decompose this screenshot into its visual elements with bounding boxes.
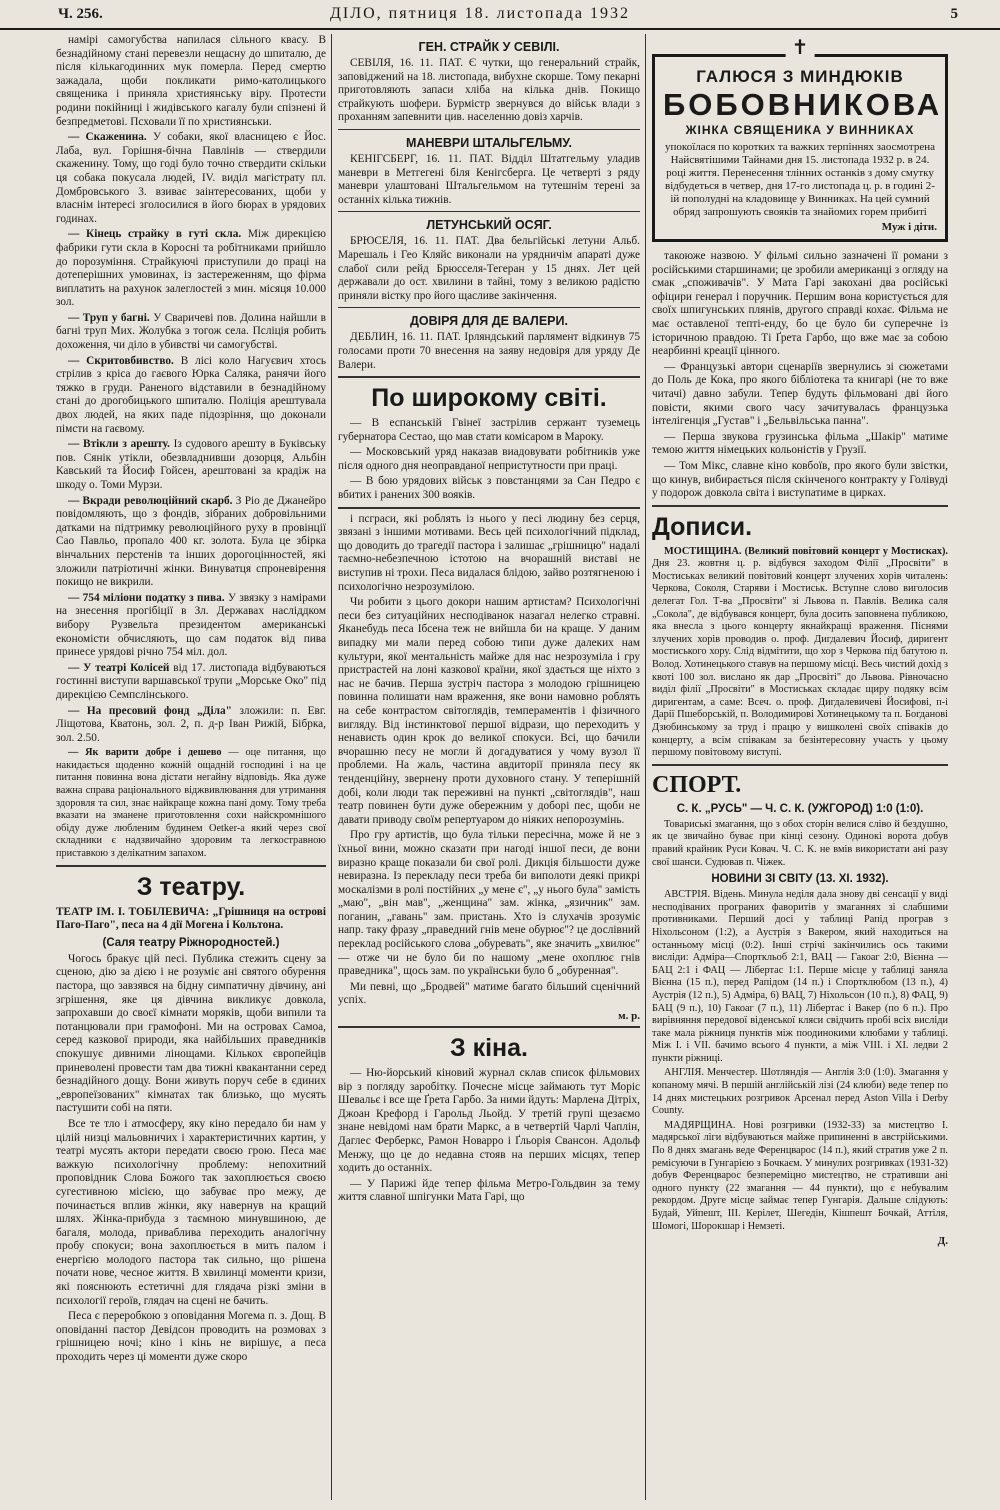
- world-item: — Московський уряд наказав виадовувати робітників уже після одного дня неоправданої непристутности при праці.: [338, 446, 640, 472]
- advert-head: — Як варити добре і дешево: [68, 747, 222, 759]
- review-continued: Чи робити з цього докори нашим артистам? Психологічні песи без ситуаційних несподіванок назагал нелегко стравні. Яканебудь песа Ібсена теж не вийшла би на кращe. У даним випадку ми мали перед собою типи дуже далеких нам культури, якої ментальність майже для нас незрозуміла і гру пристрастей на лоні казкової країни, якої здається ще ніхто з нас не бачив. Перша зустріч пастора з молодою грішницею повинна полишати нам враження, яке вони намовно роблять на себе контрастом світоглядів, темпераментів і фізичного вигляду. Від інстинктової першої відрази, що переходить у ненависть один крок до великої спокуси. Всі, що бачили вчорашню песу не могли й догадуватися у чому вузол її проблеми. На жаль, частина авдиторії приняла песу як тенденційну, звернену проти духовного стану. У теперішній добі, коли люди так переживні на пунктi „світоглядів", наш театр повинен бути дуже обережним у доборі пес, щоби не давати приводу своїм репертуаром до ніяких непорозумінь.: [338, 596, 640, 826]
- news-item-head: — Втікли з арешту.: [68, 438, 170, 451]
- cinema-item: такоюже назвою. У фільмі сильно зазначені її романи з російськими старшинами; це зробили американці з огляду на смак „споживачів". У Мата Гарі закохані два російські офіцири генерал і поручник. Першим вона користується для своїх шпигунських плянів, другого справді кохає. Фільма не має оставленої тепті-енду, бо це було би суперечне із історичною правдою. Ті Ґрета Гарбо, що вже має за собою неарбинні креації цінного.: [652, 250, 948, 358]
- news-item-head: — Скритовбивство.: [68, 354, 174, 367]
- sport-text: АНГЛІЯ. Менчестер. Шотляндія — Англія 3:0 (1:0). Змагання у копаному мячі. В першій англійській лізі (24 клюби) веде тепер по 14 днях мистецьких розгривок Арсенал перед Aston Villa і Derby County.: [652, 1067, 948, 1117]
- review-venue: (Саля театру Ріжнородностей.): [102, 936, 280, 949]
- news-item: [56, 705, 326, 746]
- review-signature: м. р.: [618, 1010, 640, 1023]
- correspondence-place: МОСТИЩИНА.: [664, 545, 742, 557]
- issue-number: Ч. 256.: [58, 6, 103, 22]
- correspondence-subtitle: (Великий повітовий концерт у Мостисках).: [744, 545, 948, 557]
- sport-text: МАДЯРЩИНА. Нові розгривки (1932-33) за мистецтво I. мадярської ліги відбуваються майже припиненні в австрійськими. По 8 днях змагань веде Ференцварос (14 п.), який стратив уже 2 п. ремісуючи в Гунгарією з Бочкаєм. У минулих розгривках (1931-32) добув Ференцварос безпереміцно мистецтво, не стративши ані одного пункту (22 змагання — 44 пункти), що є небувалим рекордом. Друге місце займає тепер Гунгарія. Дальше слідують: Будай, Уйпешт, ІІІ. Керілет, Шегедін, Кішпешт Бочкай, Аттіля, Шомогі, Шорокшар і Немзеті.: [652, 1119, 948, 1232]
- column-right-body: [652, 250, 948, 1480]
- telegram-headline: ЛЕТУНСЬКИЙ ОСЯГ.: [426, 218, 552, 233]
- news-item-text: У звязку з намірами на знесення прогібіції в Зл. Державах насліддком вибору Рузвельта президентом американські економісти обчисляють, що сам податок від пива принесе урядові річно 754 міл. дол.: [56, 591, 326, 659]
- world-item: — В еспанській Гвінеї застрілив сержант туземець губернатора Сестао, що мав стати комісаром в Мароку.: [338, 417, 640, 443]
- review-continued: Про гру артистів, що була тільки пересічна, може й не з їхньої вини, можно сказати при нагоді іншої песи, де вони виразно краще показали би свої ролі. Дикція більшости дуже невиразна. Із перекладу песи треба би виполоти деякі прикрі москалізми в ролі постійних „у мене є", „у нього була" замість „маю", „він мав", „женщина" зам. жінка, „язичник" зам. поганин, „гавань" зам. пристань. Хто із слухачів зрозуміє напр. таку фразу „праведний гнів мене обурює"? це дослівний переклад російського слова „обуревать", яке значить „хвилює" — отже чи не було би по нашому „мене охоплює гнів праведника", щось зам. по українськи було б „обуренная".: [338, 829, 640, 978]
- section-title-cinema: З кіна.: [449, 1034, 528, 1063]
- divider: [652, 505, 948, 507]
- column-rule: [645, 34, 646, 1500]
- sport-block: [652, 803, 948, 1247]
- news-item: [56, 228, 326, 310]
- obituary-signature: Муж і діти.: [881, 221, 937, 233]
- cross-icon: ✝: [786, 35, 815, 60]
- review-subtitle-text: ТЕАТР ІМ. І. ТОБІЛЕВИЧА: „Грішниця на острові Паго-Паго", песа на 4 дії Могена і Кольтона.: [56, 905, 326, 932]
- advert-text: — оце питання, що накидається щоденно кожній ощадній господині і на це питання повинна вона дістати негайну відповідь. Яка дуже важна справа раціонального віджвивлювання для утримання здоровля та сил, знає найкраще кожна пані дому. Тому треба вказати на зманене приготовлення сохи найскромнішого обіду дуже любленим будинем Oetker-а який через свої складники є надзвичайно здоровим та легкострaвною приставкою з делікатним запахом.: [56, 747, 326, 860]
- column-left: [56, 34, 326, 1504]
- telegram-headline: ГЕН. СТРАЙК У СЕВІЛІ.: [418, 40, 560, 54]
- news-item-head: — Скаженина.: [68, 131, 147, 144]
- news-item: [56, 312, 326, 353]
- sport-signature: Д.: [937, 1235, 948, 1248]
- obituary-text: упокоїлася по коротких та важких терпіннях заосмотрена Найсвятішими Тайнами дня 15. листопада 1932 р. в 24. році життя. Перенесення тлінних останків з дому смутку відбудеться в четвер, дня 17-го листопада ц. р. в годині 2-ій пополудні на кладовище у Винниках. На цей сумний обряд запрошують своякiв та знайомих горем прибиті: [665, 141, 935, 218]
- news-item: [56, 495, 326, 590]
- news-item: [56, 438, 326, 492]
- divider: [338, 307, 640, 308]
- cinema-item: — Том Мікс, славне кіно ковбоїв, про якого були звістки, що кинув, вибирається після скінченого контракту у Голівуді у подорож довкола світа і виступатиме в цирках.: [652, 459, 948, 500]
- cinema-item: — Ню-йорський кіновий журнал склав список фільмових вір з погляду заробітку. Почесне місце займають тут Моріс Шевальє і все ще Ґрета Гарбо. За ними йдуть: Марлена Дітріх, Джоан Крефорд і Гарольд Льойд. У третій групі щезаємо знане невідомі нам брати Маркс, а в четвертій Чарлі Чаплін, Даглес Ферберкс, Рамон Новарро і Ґльорія Свансон. Адольф Менжу, що це до недавна стояв на перших місцях, тепер ходить до останніх.: [338, 1067, 640, 1175]
- news-item: [56, 131, 326, 226]
- telegram-headline: МАНЕВРИ ШТАЛЬГЕЛЬМУ.: [406, 135, 572, 150]
- column-rule: [331, 34, 332, 1500]
- advert-block: [56, 747, 326, 860]
- column-right: [652, 34, 948, 1504]
- sport-headline: С. К. „РУСЬ" — Ч. С. К. (УЖГОРОД) 1:0 (1:0).: [676, 802, 924, 815]
- sport-headline: НОВИНИ ЗІ СВІТУ (13. XI. 1932).: [711, 873, 889, 886]
- section-title-dopysy: Дописи.: [652, 512, 753, 541]
- sport-text: АВСТРІЯ. Відень. Минула неділя дала знову дві сенсації у виді несподіваних програних фаворитів у змаганнях зі слабшими противниками. Перший досі у таблиці Рапід програв з Ніхольсоном (1:2), а Аустрія з Вакером, який находиться на останньому місці (0:2). Інші стрічі закінчились ось такими висліди: Адміра—Спорткльоб 2:1, ВАЦ — Гакоаг 2:0, Вієнна — БАЦ 2:1 і ФАЦ — Лібертас 1:1. Перше місце у таблиці заняла Вієнна (15 п.), перед Рапідом (14 п.) і Спортклюбом (13 п.), 4) Аустрія (12 п.), 5) Адміра, 6) ВАЦ, 7) Ніхольсон (10 п.), 8) ФАЦ, 9) БАЦ (9 п.), 10) Гакоаг (7 п.), 11) Лібертас і Вакер (по 6 п.). Про вирівняння передової віденської кляси свідчить пробі всіх висліди таке мала ріжниця пунктів між поодинокими клюбами у таблиці. Між I. і VII. бачимо всього 4 пункти, а між VIII. і XI. ледви 2 пункти ріжниці.: [652, 889, 948, 1064]
- news-item-head: — Труп у багні.: [68, 311, 150, 324]
- obituary-box: [652, 37, 948, 242]
- divider: [338, 507, 640, 509]
- news-item-text: У собаки, якої власницею є Йос. Лаба, вул. Горішня-бічна Павлінів — ствердили скаженину. Тому, що годі було точно ствердити скільки ця собака покусала людей, IV. виділ магістрату пл. Домбровського 3. взиває заінтересованих, щоби у власнім інтересі зголосилися в його бюрах в урядових годинах.: [56, 131, 326, 225]
- cinema-item: — У Парижі йде тепер фільма Метро-Гольдвин за тему життя славної шпігунки Мата Гарі, що: [338, 1177, 640, 1204]
- news-item-text: У Сваричеві пов. Долина найшли в багні труп Мих. Жолубка з тогож села. Псліція робить дохоження, чи діло в убивстві чи самогубстві.: [56, 311, 326, 352]
- divider: [338, 129, 640, 130]
- news-item-head: — У театрі Колісей: [68, 661, 170, 674]
- obituary-name-line3: ЖІНКА СВЯЩЕНИКА У ВИННИКАХ: [685, 123, 915, 137]
- review-subtitle: [56, 906, 326, 933]
- telegram-headline: ДОВІРЯ ДЛЯ ДЕ ВАЛЕРИ.: [410, 314, 568, 329]
- news-item-text: зложили: п. Евг. Ліщотова, Кватонь, зол. 2, п. д-р Іван Рижій, Бібрка, зол. 2.50.: [56, 704, 326, 744]
- news-item: [56, 355, 326, 437]
- news-item-head: — На пресовий фонд „Діла": [68, 704, 232, 717]
- news-item-text: Із судового арешту в Буківську пов. Сянік утікли, обезвладнивши дозорця, Альбін Кавський та Йосиф Гойсен, арештовані за крадіж на шкоду о. Томи Мурзи.: [56, 438, 326, 491]
- review-paragraph: Чогось бракує цій песі. Публика стежить сцену за сценою, дію за дією і не розуміє ані святого обурення пастора, що завзявся на бідну симпатичну дівчину, ані згрішення, яке ця дівчина викликує довкола, запрохавши до своєї кімнати моряків, щоби випили та потанцювали при грамофоні. Ми на островах Самоа, серед казкової природи, яка найбільших праведників спокушує дивними лінощами. Кількох європейців приневолені провести там два тижні квакантанни серед безнадійного дощу. Вони живуть поруч себе в єдиних „европеїзованих" кімнатах так близько, що мусять пастушити собі на пяти.: [56, 952, 326, 1115]
- divider: [652, 764, 948, 766]
- article-paragraph: намірі самогубства напилася сільного квасу. В безнадійному стані перевезли нещасну до шпиталю, де після кількагодинних мук померла. Перед смертю зажадала, щоби покликати римо-католицького священика і приняла християнську віру. Протести родини покійниці і жидівського кагалу були спізнені й безпредметові. Псховали її по християнськи.: [56, 34, 326, 128]
- news-item-head: — 754 міліони податку з пива.: [68, 591, 225, 604]
- cinema-item: — Французькі автори сценаріїв звернулись зі сюжетами до Поль де Кока, про якого бібліотека та книгарі (не то вже читачі) давно забули. Тепер будуть фільмовані дві його повісти, якими свого часу зачитувалась французька інтелігенція „Густав" і „Бельвільська панна".: [652, 360, 948, 428]
- newspaper-title: ДІЛО, пятниця 18. листопада 1932: [330, 5, 630, 22]
- telegram-text: СЕВІЛЯ, 16. 11. ПАТ. Є чутки, що генеральний страйк, заповіджений на 18. листопада, вибухне скорше. Тому пекарні приготовляють запаси хліба на кілька днів. Покищо страйкують шофери. Бурмістр звернувся до військ влади з проханням запевнити цив. населенню довіз харчів.: [338, 57, 640, 124]
- correspondence-block: [652, 546, 948, 760]
- section-title-theatre: З театру.: [136, 872, 246, 901]
- column-middle: [338, 34, 640, 1504]
- divider: [338, 1026, 640, 1028]
- news-item-head: — Кінець страйку в гуті скла.: [68, 228, 242, 241]
- review-paragraph: Все те тло і атмосферу, яку кіно передало би нам у цілій низці мальовничих і характеристичних картин, у театрі мусять актори передати своєю грою. Песа має важкую психологічну проблему: непохитний проповідник Слова Божого так захоплюється своєю сугестивною місією, що забуває про межу, де починається вплив жінки, яку навернув на кращий шлях. Жінка-прибуда з таємною минувшиною, де багаля, молода, приваблива переходить аналогічну пробу спокуси; вона захоплюється в мить палом і енергією молодого пастора так сильно, що рішена почати нове, чесное життя. В хвилинці моменти кризи, які пояснюють естетичні для глядача різкі зміни в психології героїв, глядач на сцені не бачить.: [56, 1117, 326, 1307]
- page-header: [0, 0, 1000, 30]
- obituary-name-line2: БОБОВНИКОВА: [663, 87, 943, 122]
- section-title-world: По широкому світі.: [371, 384, 607, 413]
- telegram-text: ДЕБЛИН, 16. 11. ПАТ. Ірляндський парлямент відкинув 75 голосами проти 70 внесення на заяву недовіря для уряду Де Валери.: [338, 331, 640, 371]
- cinema-item: — Перша звукова грузинська фільма „Шакір" матиме темою життя німецьких кольоністів у Грузії.: [652, 430, 948, 457]
- correspondence-text: Дня 23. жовтня ц. р. відбувся заходом Філії „Просвіти" в Мостиськах великий повітовий концерт злучених хорів читалень: Черкова, Соколя, Старяви і Мостиськ. Вступне слово виголосив делегат Гол. Т-ва „Просвіти" зі Львова п. Павлів. Велика саля „Сокола", де відбувався концерт, була досить заповнена публикою, яка внесла з цього концерту якнайкращі враження. Піснями злучених хорів проводив о. проф. Дигдалевич Йосиф, диригент мостиського хору. Слід відмітити, що хор з Черкова під батутою п. Волод. Хотинецького ставув на першому місці. Весь чистий дохід з квоті 100 зол. вислано як дар „Просвіті" до Львова. Рівночасно виділ філії „Просвіти" в Мостиськах складає щиру подяку всім диригентам, а саме: Всеч. о. проф. Дигдалевичеві Йосифові, п-і Дарії Пшеборській, п. Володимирові Хотинецькому та п. Богданові Дзюбинському за труд і працю у вишколені своїх співаків до концерту, а всім співакам за безінтересовну участь у цьому першому повітовому виступі.: [652, 558, 948, 759]
- world-item: — В бою урядових військ з повстанцями за Сан Педро є вбитих і ранених 300 вояків.: [338, 475, 640, 502]
- news-item-text: В лісі коло Нагуєвич хтось стрілив з кріса до гаєвого Юрка Саляка, ранячи його тяжко в груди. Раненого відставили в безнадійному стані до дрогобицького шпиталю. Поліція арештувала двох людей, на яких паде підозріння, що доконали пімсти на гаєвому.: [56, 354, 326, 435]
- review-continued: Ми певні, що „Бродвей" матиме багато більший сценічний успіх.: [338, 980, 640, 1007]
- telegram-text: КЕНІГСБЕРГ, 16. 11. ПАТ. Відділ Штатгельму уладив маневри в Метгегені біля Кенігсберга. Це четверті з ряду маневри улаштовані Штальгельмом на тутешнім терені за останніх кілька тижнів.: [338, 152, 640, 206]
- divider: [56, 865, 326, 867]
- divider: [338, 211, 640, 212]
- obituary-name-line1: ГАЛЮСЯ З МИНДЮКІВ: [696, 67, 904, 86]
- review-continued: і псграси, які роблять із нього у песі людину без серця, звязані з іншими мотивами. Весь цей психологічний підклад, що доводить до трагедії пастора і залишає „грішницю" надалі таємно-небезпечною істотою на вчорашній виставі не виступив ні трохи. Песа видалася блідою, зайво розтягненою і психологічно незрозумілою.: [338, 512, 640, 593]
- news-item-text: від 17. листопада відбуваються гостинні виступи варшавської трупи „Морське Око" під дирекцією Семпслінського.: [56, 661, 326, 701]
- page-number: 5: [950, 6, 958, 22]
- section-title-sport: СПОРТ.: [652, 771, 742, 798]
- telegram-text: БРЮСЕЛЯ, 16. 11. ПАТ. Два бельгійські летуни Альб. Марешаль і Гео Кляйс виконали на урядничім апараті дуже слабої сили рейд Брюсселя-Тегеран у 15 днях. Лет цей державали до ост. хвилини в тайні, тому з великою радістю приняли вістку про його щасливе закінчення.: [338, 235, 640, 302]
- news-item-text: Між дирекцією фабрики гути скла в Коросні та робітниками прийшло до порозуміння. Страйкуючі приступили до праці на дотеперішних умовинах, із застереженням, що фірма виплатить на рахунок залеглостей з мин. місяця 10.000 зол.: [56, 228, 326, 309]
- news-item-text: З Ріо де Джанейро повідомляють, що з фондів, зібраних добровільними датками на підтримку революційного руху в провінції Сао Павльо, пропало 400 кг. золота. Була це збірка вінчальних перстенів та інших дорогоцінностей, які зложили патріотичні жінки. Винуватця спроневірення покищо не викрили.: [56, 494, 326, 589]
- review-paragraph: Песа є переробкою з оповідання Могема п. з. Дощ. В оповіданні пастор Девідсон проводить на розмовах з грішницею ночі; кіно і кінь не вирішує, а песа проходить через ці моменти дуже скоро: [56, 1310, 326, 1364]
- news-item: [56, 662, 326, 703]
- news-item-head: — Вкради революційний скарб.: [68, 494, 233, 507]
- divider: [338, 376, 640, 378]
- news-item: [56, 592, 326, 660]
- sport-text: Товариські змагання, що з обох сторін велися сліво й бездушно, як це звичайно буває при кінці сезону. Одинокі ворота добув правий крайник Руси Ковач. Ч. С. К. не вмів використати ані разу свої шанси. Судював п. Чіжек.: [652, 818, 948, 868]
